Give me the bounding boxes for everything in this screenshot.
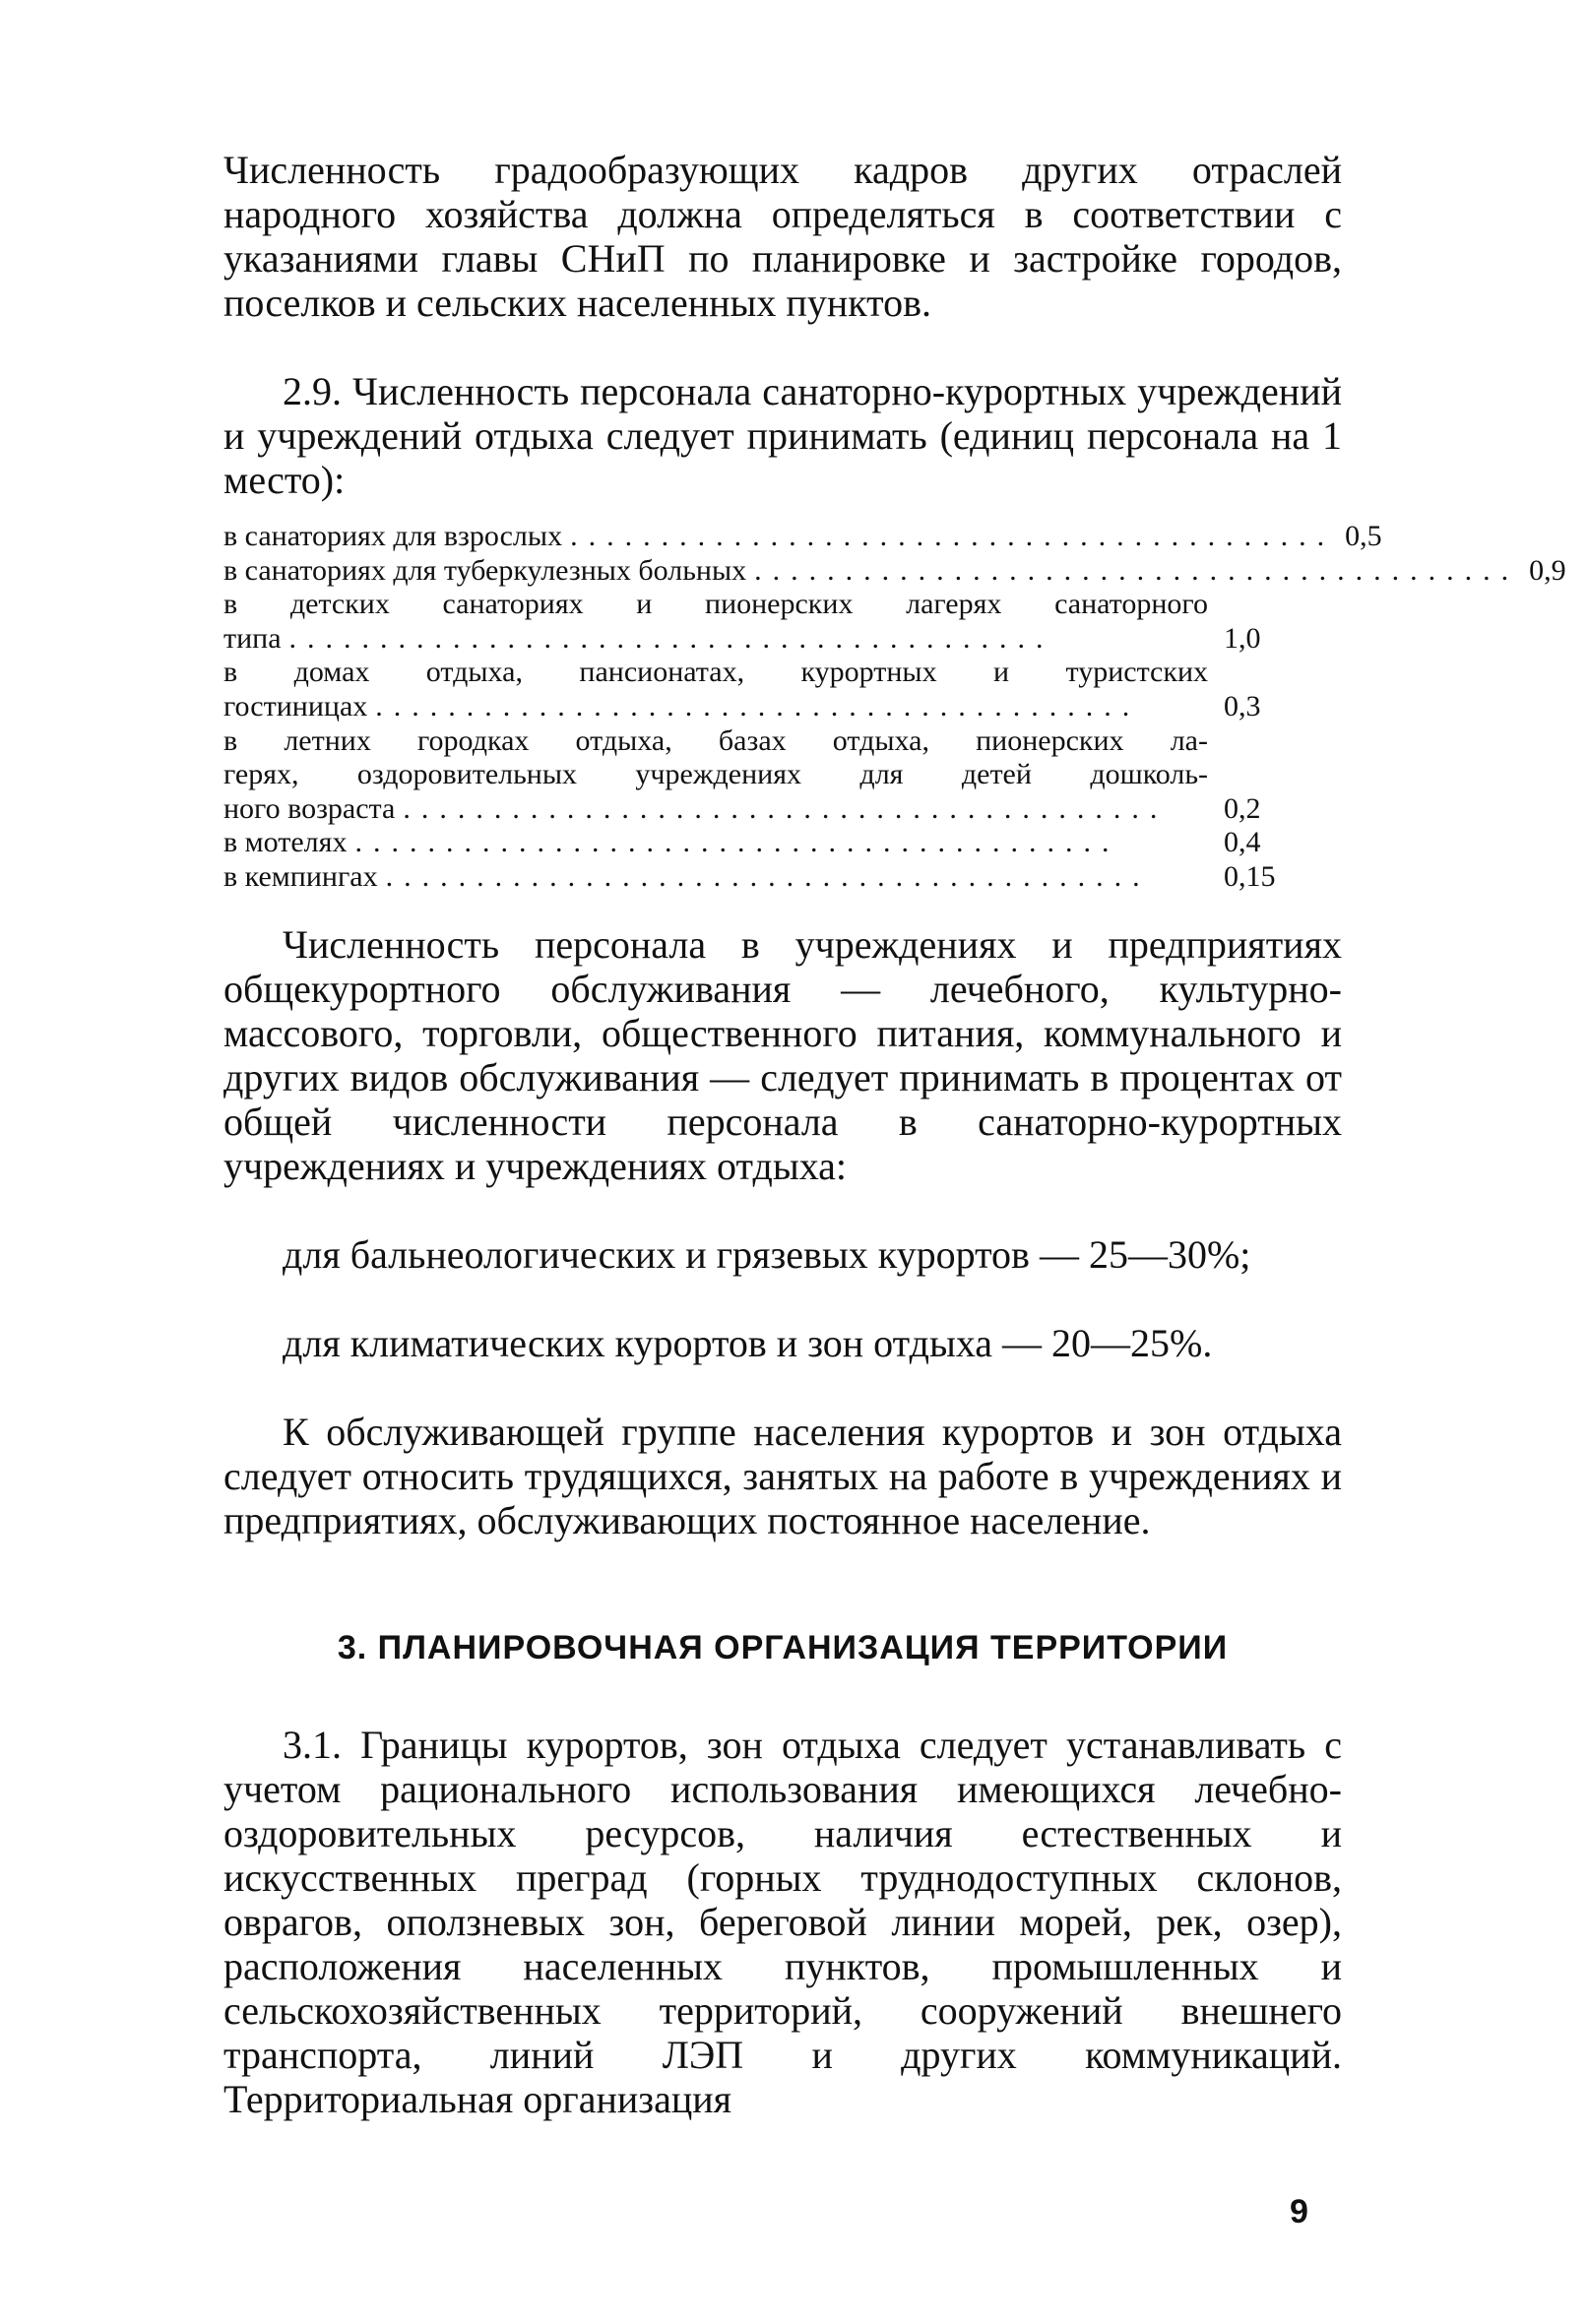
page-number: 9: [1290, 2193, 1308, 2230]
paragraph-general-service-text: Численность персонала в учреждениях и предприятиях общекурортного обслуживания — лечебного, культурно-массового, торговли, общественного питания, коммунального и других видов обслуживания — следует принимать в процентах от общей численности персонала в санаторно-курортных учреждениях и учреждениях отдыха:: [223, 922, 1342, 1188]
staff-list-item-row: [223, 826, 1283, 860]
staff-list-item-row: [223, 690, 1283, 724]
dot-leader: ..........................................: [754, 553, 1520, 587]
staff-list-item-text: герях, оздоровительных учреждениях для детей дошколь-: [223, 758, 1208, 791]
staff-list-item: [223, 860, 1283, 895]
staff-list-item-value: 0,15: [1224, 859, 1276, 893]
climatic-percentage-text: для климатических курортов и зон отдыха — 20—25%.: [283, 1321, 1213, 1365]
staff-list-item-value: 0,2: [1224, 791, 1261, 825]
staff-list-item: [223, 520, 1382, 554]
section-heading: 3. ПЛАНИРОВОЧНАЯ ОРГАНИЗАЦИЯ ТЕРРИТОРИИ: [337, 1629, 1229, 1666]
staff-list-item-text: в летних городках отдыха, базах отдыха, пионерских ла-: [223, 723, 1208, 757]
staff-list-item-value: 0,5: [1345, 520, 1382, 552]
staff-list-item-row: [223, 553, 1566, 589]
staff-list-item-text: ного возраста: [223, 791, 396, 825]
dot-leader: ..........................................: [403, 791, 1169, 825]
paragraph-3-1-text: 3.1. Границы курортов, зон отдыха следует устанавливать с учетом рационального использования имеющихся лечебно-оздоровительных ресурсов, наличия естественных и искусственных преград (горных труднодоступных склонов, оврагов, оползневых зон, береговой линии морей, рек, озер), расположения населенных пунктов, промышленных и сельскохозяйственных территорий, сооружений внешнего транспорта, линий ЛЭП и других коммуникаций. Территориальная организация: [223, 1723, 1342, 2121]
staff-list-item-text: в детских санаториях и пионерских лагерях санаторного: [223, 588, 1208, 621]
staff-list-item-value: 0,3: [1224, 689, 1261, 722]
dot-leader: ..........................................: [354, 826, 1120, 859]
staff-list-item: [223, 724, 1283, 827]
staff-list-item-text: гостиницах: [223, 689, 368, 722]
staff-ratio-list: [223, 520, 1566, 895]
staff-list-item: [223, 656, 1283, 723]
staff-list-item-text: в домах отдыха, пансионатах, курортных и туристских: [223, 656, 1208, 689]
paragraph-intro-text: Численность градообразующих кадров других отраслей народного хозяйства должна определяться в соответствии с указаниями главы СНиП по планировке и застройке городов, поселков и сельских населенных пунктов.: [223, 148, 1342, 325]
staff-list-item-text: типа: [223, 621, 282, 655]
dot-leader: ..........................................: [385, 859, 1151, 893]
staff-list-item-text: в мотелях: [223, 826, 348, 859]
staff-list-item-value: 0,4: [1224, 826, 1261, 859]
paragraph-3-1: [223, 1723, 1342, 2121]
staff-list-item-row: [223, 622, 1283, 657]
climatic-percentage: [223, 1321, 1342, 1365]
dot-leader: ..........................................: [375, 689, 1141, 722]
paragraph-service-group: [223, 1410, 1342, 1542]
dot-leader: ..........................................: [570, 520, 1336, 552]
staff-list-item: [223, 588, 1283, 656]
staff-list-item-row: [223, 860, 1283, 895]
paragraph-service-group-text: К обслуживающей группе населения курортов и зон отдыха следует относить трудящихся, занятых на работе в учреждениях и предприятиях, обслуживающих постоянное население.: [223, 1410, 1342, 1542]
staff-list-item: [223, 826, 1283, 860]
staff-list-item-row: [223, 520, 1382, 554]
staff-list-item-value: 1,0: [1224, 621, 1261, 655]
balneo-percentage: [223, 1232, 1342, 1277]
dot-leader: ..........................................: [288, 621, 1054, 655]
paragraph-2-9-text: 2.9. Численность персонала санаторно-курортных учреждений и учреждений отдыха следует принимать (единиц персонала на 1 место):: [223, 369, 1342, 502]
paragraph-2-9: [223, 369, 1342, 502]
paragraph-general-service: [223, 922, 1342, 1188]
paragraph-intro: [223, 148, 1342, 325]
staff-list-item: [223, 553, 1566, 589]
staff-list-item-text: в санаториях для туберкулезных больных: [223, 553, 747, 587]
staff-list-item-text: в кемпингах: [223, 859, 378, 893]
balneo-percentage-text: для бальнеологических и грязевых курортов — 25—30%;: [283, 1232, 1251, 1277]
staff-list-item-text: в санаториях для взрослых: [223, 520, 563, 552]
staff-list-item-value: 0,9: [1529, 553, 1566, 587]
staff-list-item-row: [223, 792, 1283, 827]
